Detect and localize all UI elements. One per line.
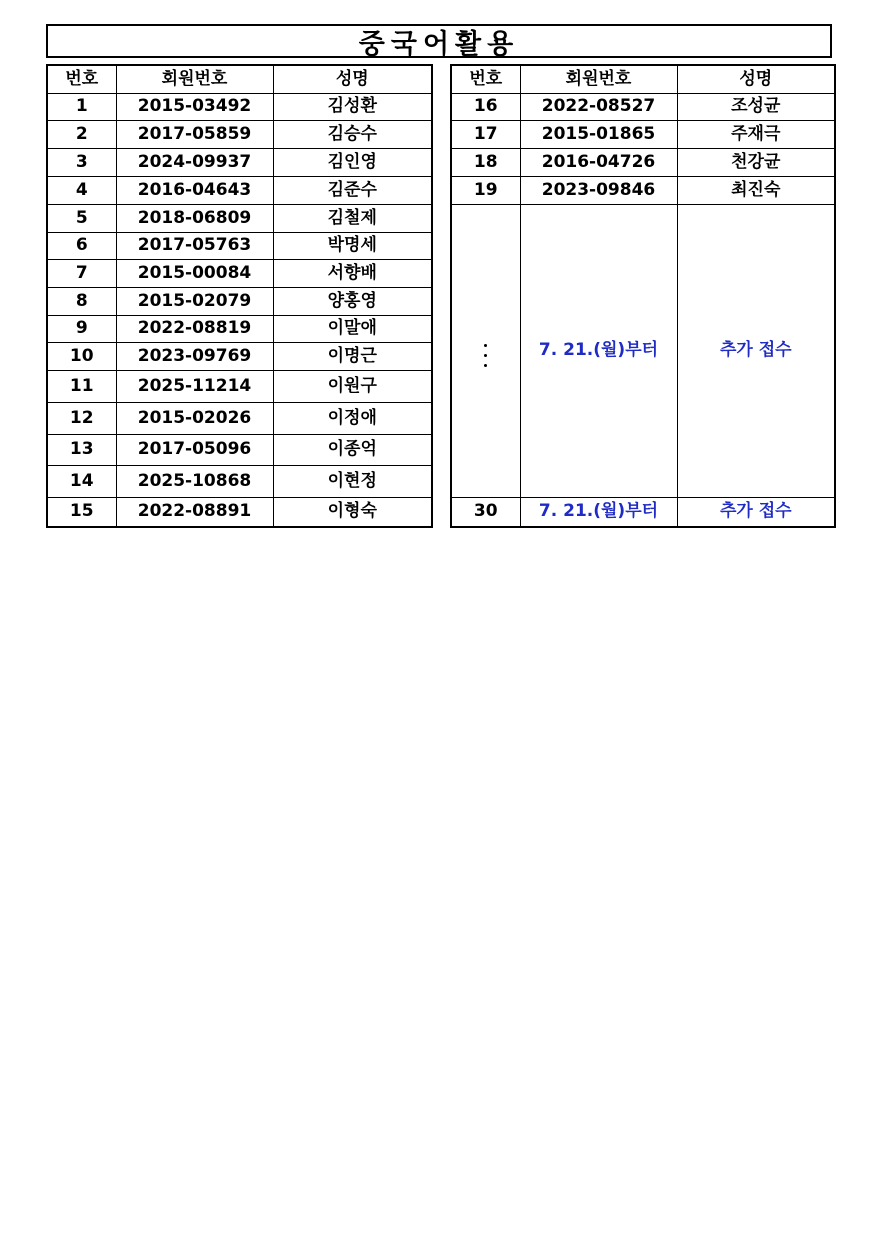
table-row (47, 370, 432, 402)
table-row (47, 315, 432, 342)
row-member-id: 2023-09769 (116, 342, 273, 370)
row-name: 서향배 (273, 259, 432, 287)
ellipsis-cell (451, 204, 520, 497)
row-name: 이형숙 (273, 497, 432, 527)
row-name: 이명근 (273, 342, 432, 370)
row-name: 이말애 (273, 315, 432, 342)
row-name: 이정애 (273, 402, 432, 434)
row-name: 박명세 (273, 232, 432, 259)
row-name: 주재극 (677, 120, 835, 148)
row-no: 4 (47, 176, 116, 204)
row-member-id: 2023-09846 (520, 176, 677, 204)
header-name: 성명 (273, 65, 432, 93)
row-member-id: 2015-03492 (116, 93, 273, 120)
row-member-id: 2025-10868 (116, 465, 273, 497)
header-no: 번호 (47, 65, 116, 93)
row-member-id: 2022-08527 (520, 93, 677, 120)
roster-table-left (46, 64, 433, 528)
table-row (47, 148, 432, 176)
row-member-id: 2015-02079 (116, 287, 273, 315)
table-row (47, 465, 432, 497)
table-row (47, 434, 432, 465)
row-name: 천강균 (677, 148, 835, 176)
header-row (451, 65, 835, 93)
row-name: 이현정 (273, 465, 432, 497)
row-no: 11 (47, 370, 116, 402)
row-name: 김철제 (273, 204, 432, 232)
row-no: 10 (47, 342, 116, 370)
roster-table-right (450, 64, 836, 528)
row-name: 김인영 (273, 148, 432, 176)
pending-row (451, 204, 835, 497)
row-member-id: 2024-09937 (116, 148, 273, 176)
row-member-id: 2016-04726 (520, 148, 677, 176)
row-no: 5 (47, 204, 116, 232)
row-no: 3 (47, 148, 116, 176)
row-member-id: 2022-08891 (116, 497, 273, 527)
row-member-id: 2018-06809 (116, 204, 273, 232)
row-no: 1 (47, 93, 116, 120)
pending-name: 추가 접수 (677, 204, 835, 497)
row-name: 이종억 (273, 434, 432, 465)
table-row (451, 176, 835, 204)
row-name: 최진숙 (677, 176, 835, 204)
row-no: 7 (47, 259, 116, 287)
header-name: 성명 (677, 65, 835, 93)
row-name: 이원구 (273, 370, 432, 402)
table-row (451, 120, 835, 148)
row-name: 추가 접수 (677, 497, 835, 527)
row-name: 조성균 (677, 93, 835, 120)
row-no: 15 (47, 497, 116, 527)
table-row (47, 176, 432, 204)
pending-member-id: 7. 21.(월)부터 (520, 204, 677, 497)
row-member-id: 2016-04643 (116, 176, 273, 204)
header-member-id: 회원번호 (116, 65, 273, 93)
header-no: 번호 (451, 65, 520, 93)
row-member-id: 2015-00084 (116, 259, 273, 287)
row-member-id: 7. 21.(월)부터 (520, 497, 677, 527)
row-no: 14 (47, 465, 116, 497)
table-row (47, 93, 432, 120)
row-name: 김준수 (273, 176, 432, 204)
row-name: 양홍영 (273, 287, 432, 315)
row-no: 2 (47, 120, 116, 148)
table-row (47, 402, 432, 434)
page-title: 중국어활용 (46, 24, 832, 58)
row-no: 6 (47, 232, 116, 259)
row-no: 12 (47, 402, 116, 434)
vertical-ellipsis-icon (484, 344, 487, 367)
row-member-id: 2015-01865 (520, 120, 677, 148)
row-member-id: 2025-11214 (116, 370, 273, 402)
table-row (47, 204, 432, 232)
table-row (451, 497, 835, 527)
row-no: 16 (451, 93, 520, 120)
row-member-id: 2015-02026 (116, 402, 273, 434)
table-row (47, 287, 432, 315)
row-no: 13 (47, 434, 116, 465)
table-row (47, 342, 432, 370)
row-name: 김성환 (273, 93, 432, 120)
table-row (451, 93, 835, 120)
row-no: 19 (451, 176, 520, 204)
row-no: 30 (451, 497, 520, 527)
row-member-id: 2017-05763 (116, 232, 273, 259)
table-row (47, 497, 432, 527)
row-member-id: 2017-05859 (116, 120, 273, 148)
table-row (47, 259, 432, 287)
header-member-id: 회원번호 (520, 65, 677, 93)
row-no: 9 (47, 315, 116, 342)
row-member-id: 2017-05096 (116, 434, 273, 465)
table-row (451, 148, 835, 176)
row-no: 18 (451, 148, 520, 176)
table-row (47, 232, 432, 259)
row-no: 17 (451, 120, 520, 148)
row-no: 8 (47, 287, 116, 315)
row-member-id: 2022-08819 (116, 315, 273, 342)
table-row (47, 120, 432, 148)
row-name: 김승수 (273, 120, 432, 148)
header-row (47, 65, 432, 93)
